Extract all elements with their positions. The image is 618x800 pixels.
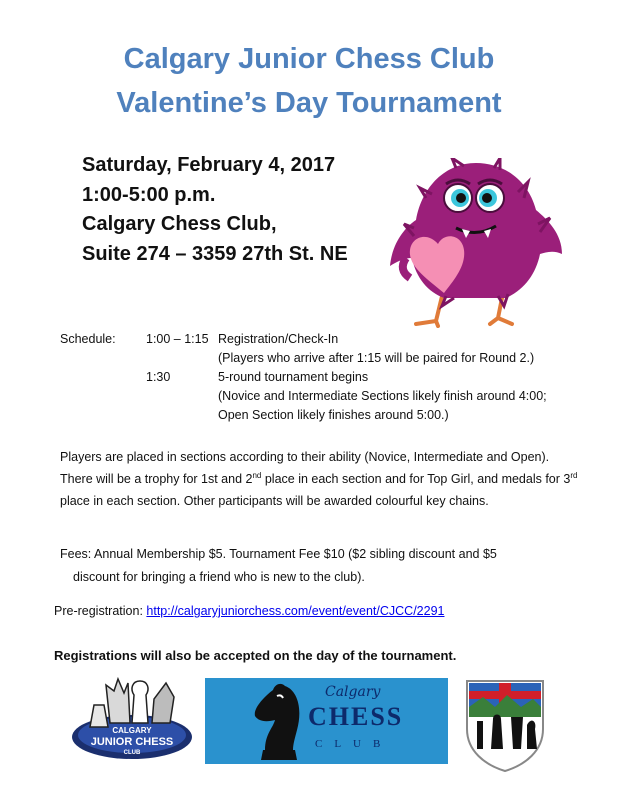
monster-illustration (386, 158, 566, 328)
preregistration (54, 601, 444, 621)
ccc-logo-chess: CHESS (308, 702, 404, 731)
schedule-table (60, 330, 547, 425)
schedule-time: 1:00 – 1:15 (146, 332, 209, 346)
schedule-row (60, 349, 547, 368)
schedule-text: (Players who arrive after 1:15 will be paired for Round 2.) (218, 351, 535, 365)
superscript-rd: rd (570, 470, 578, 480)
event-time: 1:00-5:00 p.m. (82, 183, 216, 206)
schedule-text: Open Section likely finishes around 5:00.) (218, 408, 449, 422)
title-line-2: Valentine’s Day Tournament (116, 87, 502, 119)
preregistration-label: Pre-registration: (54, 604, 147, 618)
sections-text-2: place in each section and for Top Girl, and medals for 3 (261, 472, 571, 486)
schedule-row (60, 406, 547, 425)
fees-line-2: discount for bringing a friend who is new to the club). (73, 570, 365, 584)
calgary-chess-club-logo (205, 678, 448, 764)
fees-line-1: Fees: Annual Membership $5. Tournament Fee $10 ($2 sibling discount and $5 (60, 547, 497, 561)
schedule-row (60, 368, 547, 387)
schedule-time (146, 387, 218, 406)
schedule-label: Schedule: (60, 332, 116, 346)
day-of-registration-note: Registrations will also be accepted on the day of the tournament. (54, 648, 457, 663)
knight-icon (243, 678, 313, 764)
schedule-time (146, 406, 218, 425)
ccc-logo-club: CLUB (315, 738, 393, 750)
event-address: Suite 274 – 3359 27th St. NE (82, 242, 348, 265)
sections-text-3: place in each section. Other participants will be awarded colourful key chains. (60, 494, 489, 508)
preregistration-link[interactable]: http://calgaryjuniorchess.com/event/event/CJCC/2291 (146, 604, 445, 618)
schedule-row (60, 387, 547, 406)
event-date: Saturday, February 4, 2017 (82, 154, 336, 176)
schedule-row (60, 330, 547, 349)
ccc-logo-calgary: Calgary (325, 684, 381, 700)
calgary-junior-chess-club-logo (70, 675, 194, 773)
title-line-1: Calgary Junior Chess Club (123, 43, 495, 75)
cjcc-logo-main: JUNIOR CHESS (90, 736, 174, 748)
cjcc-logo-top: CALGARY (112, 726, 152, 735)
alberta-chess-shield-logo (463, 677, 547, 773)
schedule-text: (Novice and Intermediate Sections likely finish around 4:00; (218, 389, 547, 403)
schedule-text: 5-round tournament begins (218, 370, 369, 384)
sections-paragraph (60, 446, 580, 512)
event-details (82, 151, 348, 269)
superscript-nd: nd (252, 470, 262, 480)
schedule-text: Registration/Check-In (218, 332, 339, 346)
sections-text-1: Players are placed in sections according to their ability (Novice, Intermediate and Open). There will be a trophy for 1st and 2 (60, 450, 550, 486)
schedule-time: 1:30 (146, 370, 171, 384)
event-venue: Calgary Chess Club, (82, 213, 277, 235)
schedule-time (146, 349, 218, 368)
cjcc-logo-sub: CLUB (123, 750, 141, 756)
